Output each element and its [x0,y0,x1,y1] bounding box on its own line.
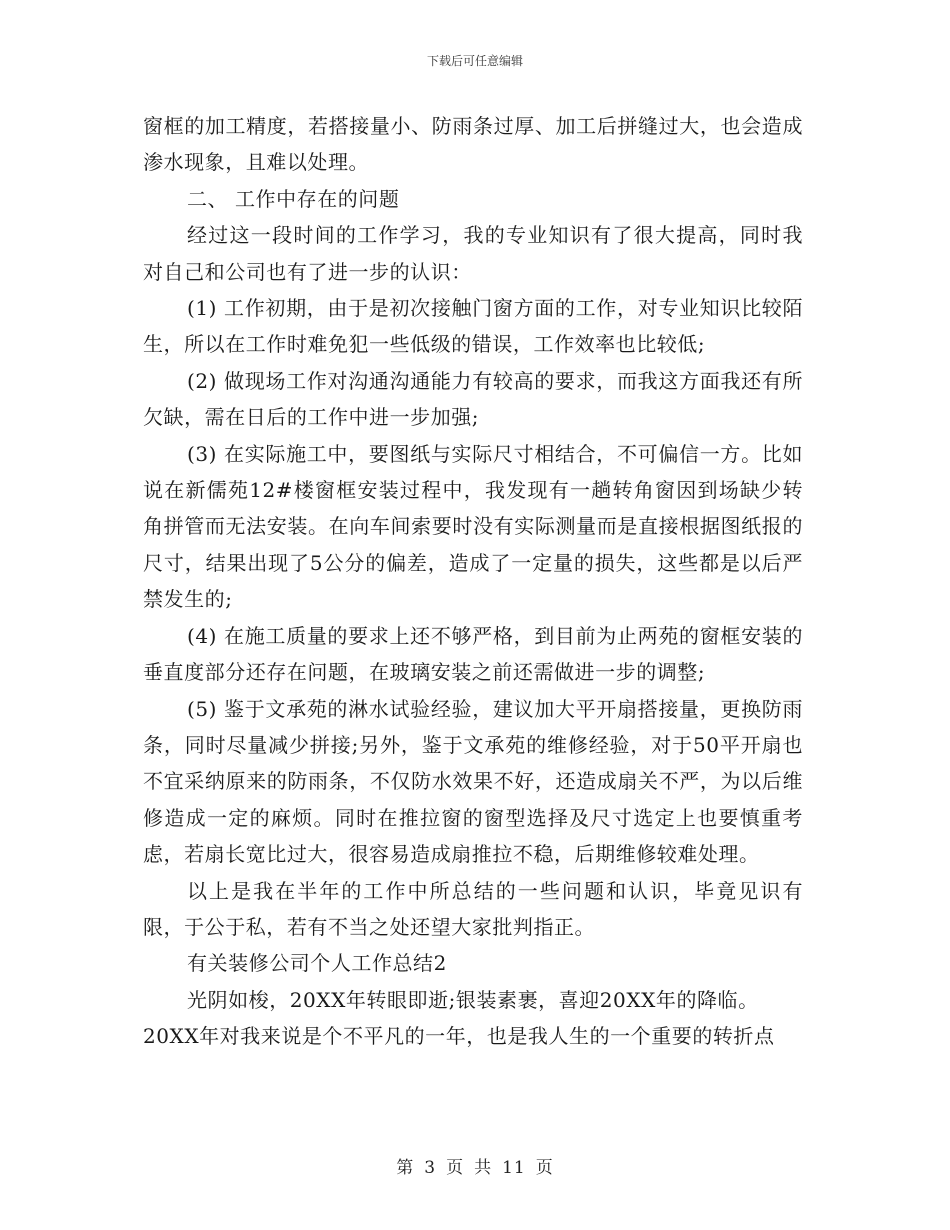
article-title-2: 有关装修公司个人工作总结2 [187,951,447,976]
page-footer [0,1153,950,1178]
list-item-1: (1) 工作初期，由于是初次接触门窗方面的工作，对专业知识比较陌生，所以在工作时难免犯一些低级的错误，工作效率也比较低; [143,296,803,357]
paragraph-3: 光阴如梭，20XX年转眼即逝;银装素裹，喜迎20XX年的降临。 [187,987,759,1012]
paragraph-2: 经过这一段时间的工作学习，我的专业知识有了很大提高，同时我对自己和公司也有了进一步的认识： [143,223,803,284]
paragraph-1: 窗框的加工精度，若搭接量小、防雨条过厚、加工后拼缝过大，也会造成渗水现象，且难以处理。 [143,114,803,175]
page-header: 下载后可任意编辑 [426,54,523,68]
total-pages-number: 11 [502,1158,526,1178]
total-label-prefix: 共 [474,1158,493,1178]
total-label-suffix: 页 [535,1158,554,1178]
paragraph-conclusion: 以上是我在半年的工作中所总结的一些问题和认识，毕竟见识有限，于公于私，若有不当之处还望大家批判指正。 [143,878,803,939]
page-label-prefix: 第 [396,1158,415,1178]
list-item-3: (3) 在实际施工中，要图纸与实际尺寸相结合，不可偏信一方。比如说在新儒苑12#楼窗框安装过程中，我发现有一趟转角窗因到场缺少转角拼管而无法安装。在向车间索要时没有实际测量而是直接根据图纸报的尺寸，结果出现了5公分的偏差，造成了一定量的损失，这些都是以后严禁发生的; [143,441,803,612]
paragraph-4: 20XX年对我来说是个不平凡的一年，也是我人生的一个重要的转折点 [143,1024,775,1049]
page-label-mid: 页 [446,1158,465,1178]
list-item-5: (5) 鉴于文承苑的淋水试验经验，建议加大平开扇搭接量，更换防雨条，同时尽量减少拼接;另外，鉴于文承苑的维修经验，对于50平开扇也不宜采纳原来的防雨条，不仅防水效果不好，还造成扇关不严，为以后维修造成一定的麻烦。同时在推拉窗的窗型选择及尺寸选定上也要慎重考虑，若扇长宽比过大，很容易造成扇推拉不稳，后期维修较难处理。 [143,696,803,867]
document-body [143,108,803,1055]
section-heading: 二、 工作中存在的问题 [187,186,400,211]
list-item-2: (2) 做现场工作对沟通沟通能力有较高的要求，而我这方面我还有所欠缺，需在日后的工作中进一步加强; [143,368,803,430]
current-page-number: 3 [424,1158,437,1178]
list-item-4: (4) 在施工质量的要求上还不够严格，到目前为止两苑的窗框安装的垂直度部分还存在问题，在玻璃安装之前还需做进一步的调整; [143,623,803,685]
